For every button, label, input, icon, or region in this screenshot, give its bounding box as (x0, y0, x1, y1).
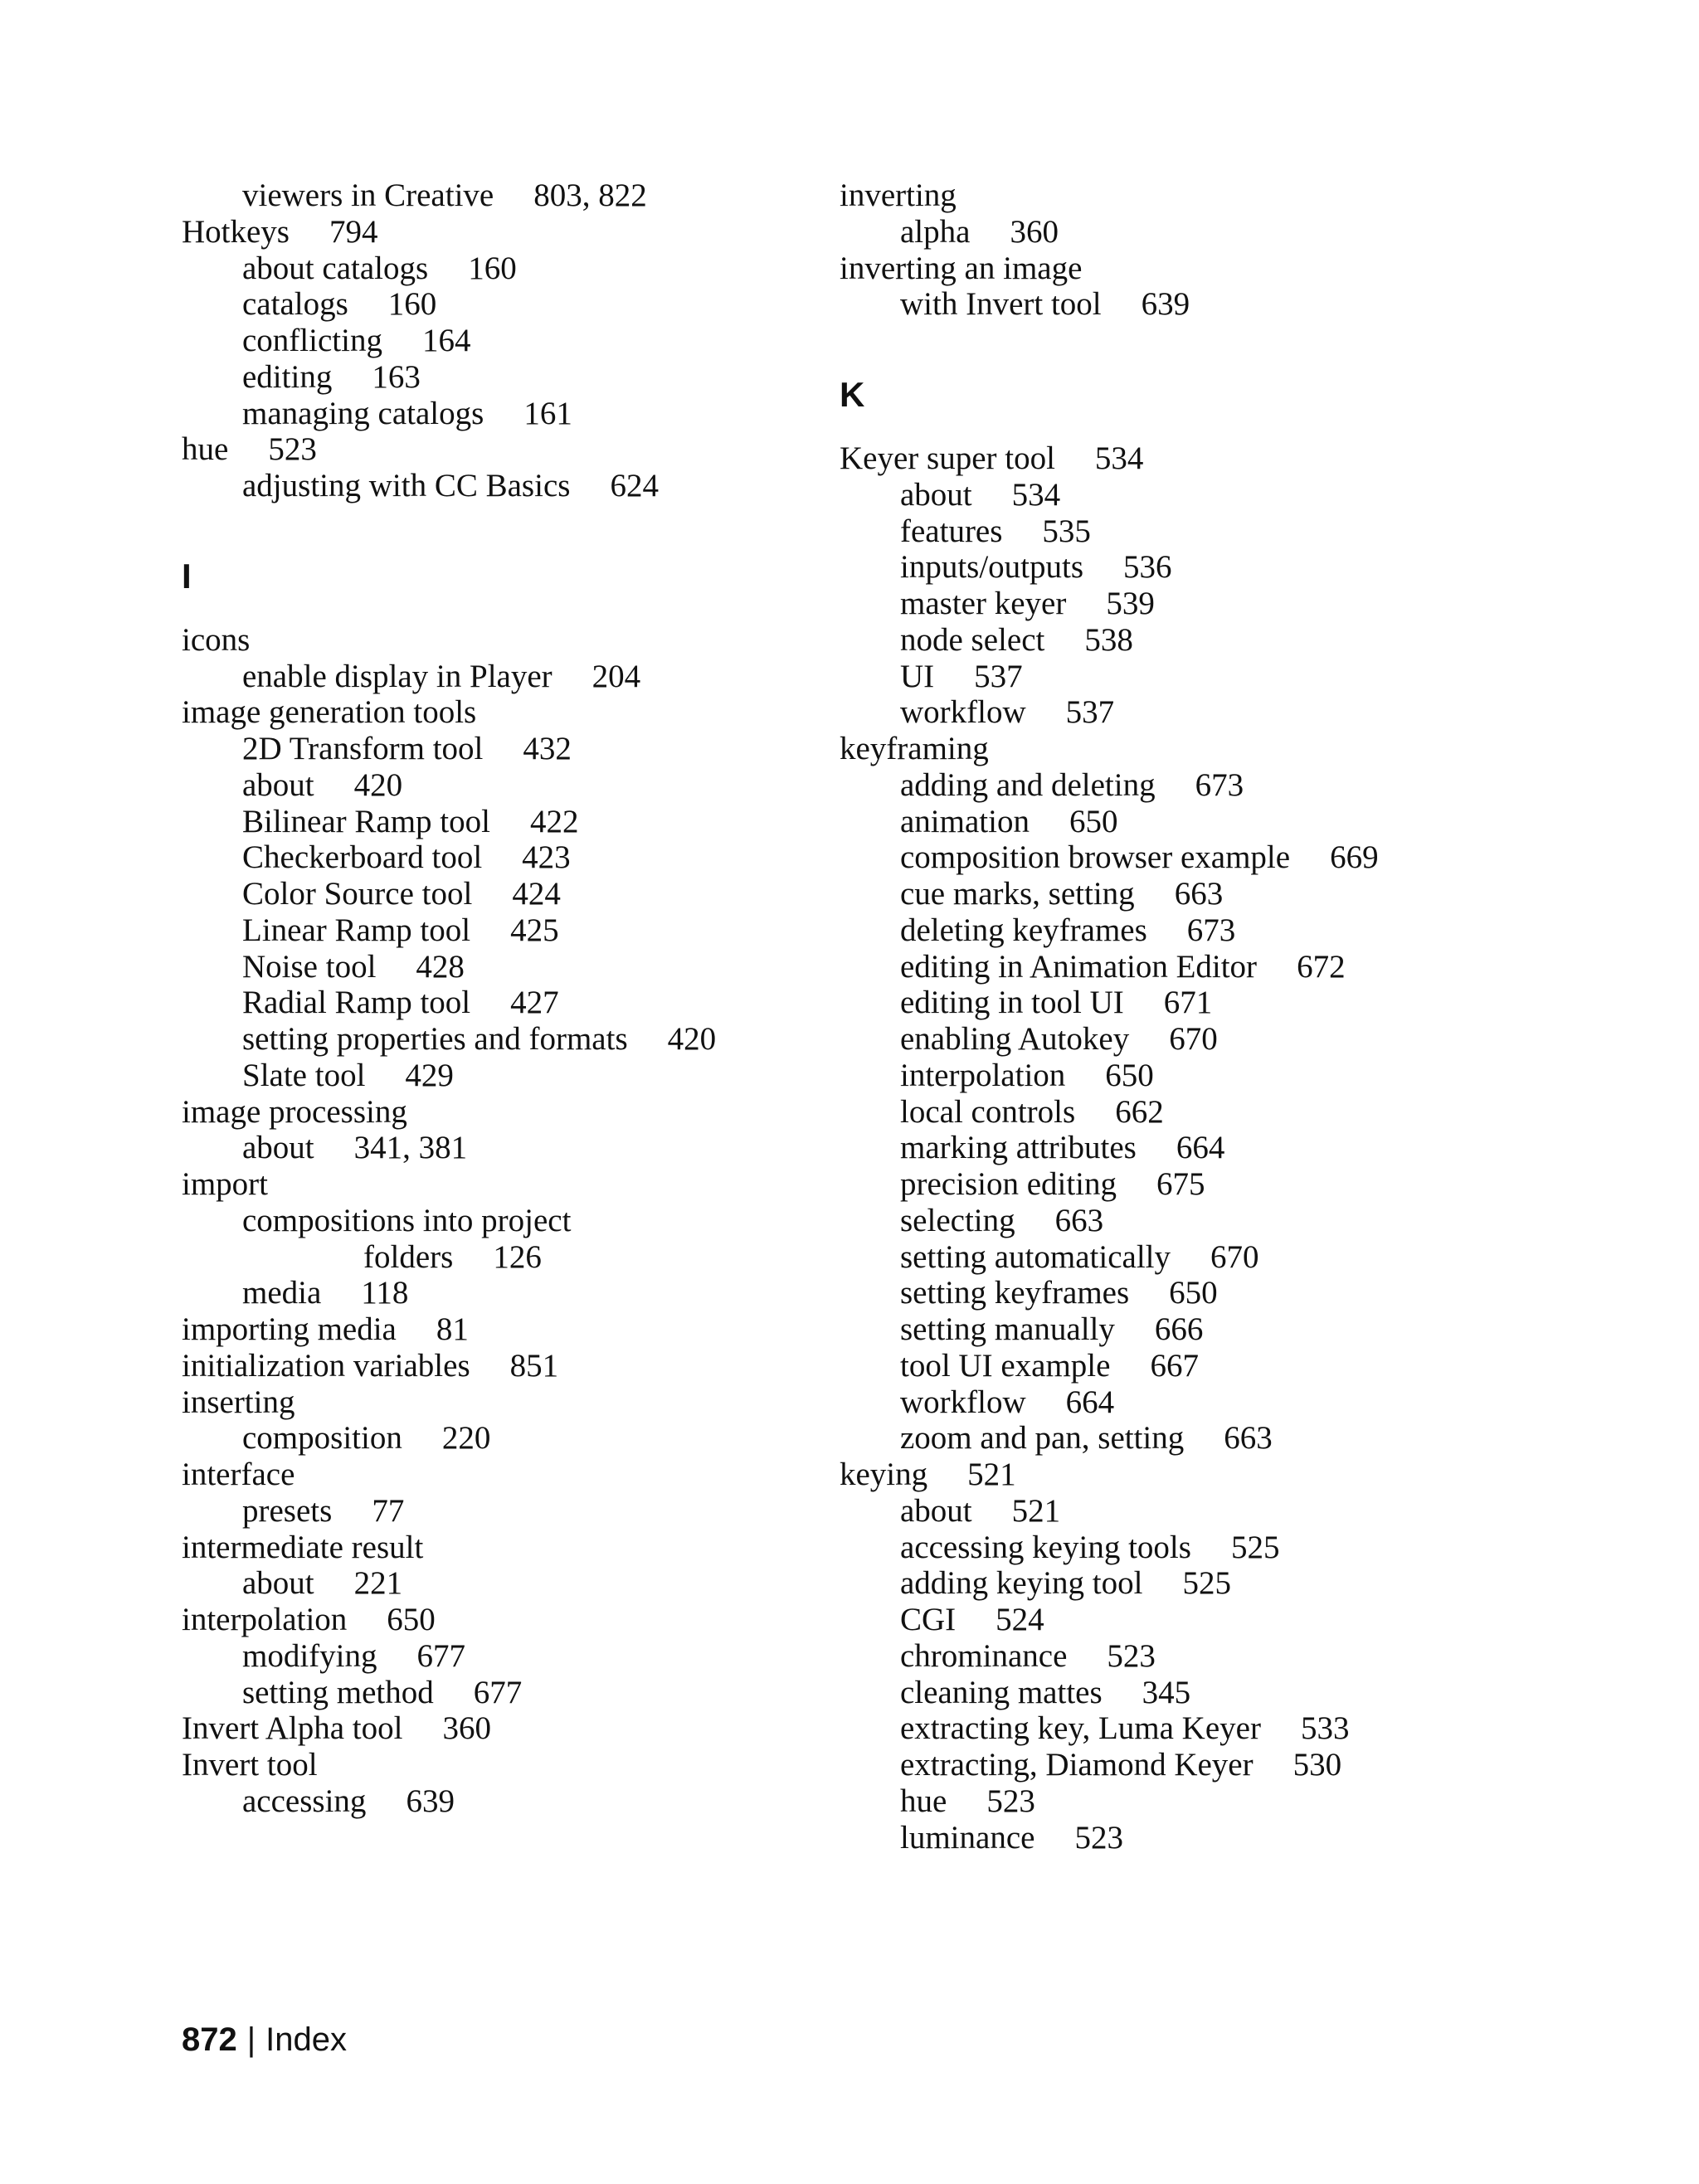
index-term: interpolation (182, 1602, 348, 1637)
section-spacer (840, 323, 1487, 377)
index-page-refs: 523 (986, 1783, 1035, 1819)
index-page-refs: 161 (523, 395, 572, 431)
index-entry (182, 431, 829, 468)
index-subentry (840, 1820, 1487, 1856)
index-page-refs: 650 (1105, 1057, 1154, 1093)
index-term: CGI (900, 1602, 957, 1637)
index-subentry (182, 804, 829, 840)
index-term: about (242, 1130, 314, 1166)
index-subentry (182, 1420, 829, 1457)
index-term: Noise tool (242, 948, 377, 985)
index-section-letter: I (182, 556, 192, 596)
index-page-refs: 673 (1195, 766, 1244, 803)
index-term: 2D Transform tool (242, 731, 484, 766)
index-term: chrominance (900, 1637, 1068, 1674)
index-entry (182, 1384, 829, 1421)
index-term: media (242, 1275, 322, 1311)
index-term: Invert tool (182, 1747, 318, 1783)
index-term: Invert Alpha tool (182, 1710, 403, 1747)
index-subentry (840, 949, 1487, 985)
index-subentry (182, 1130, 829, 1166)
index-term: presets (242, 1492, 333, 1529)
index-term: adding keying tool (900, 1565, 1143, 1602)
page-number: 872 (182, 2021, 237, 2058)
index-page-refs: 639 (406, 1783, 455, 1819)
index-section-letter: K (840, 375, 865, 414)
index-page-refs: 650 (387, 1602, 436, 1637)
index-subentry (182, 1021, 829, 1058)
index-entry (840, 1457, 1487, 1493)
index-term: Checkerboard tool (242, 839, 483, 876)
index-subentry (840, 1166, 1487, 1203)
index-term: about (242, 766, 314, 803)
index-subentry (182, 839, 829, 876)
index-page-refs: 118 (361, 1275, 409, 1311)
index-term: catalogs (242, 286, 348, 323)
index-column-right (840, 178, 1487, 1856)
index-page-refs: 525 (1230, 1529, 1280, 1565)
index-page-refs: 521 (967, 1457, 1016, 1492)
index-term: setting manually (900, 1311, 1115, 1347)
index-subentry (840, 1311, 1487, 1348)
index-page-refs: 427 (510, 985, 559, 1021)
index-page-refs: 662 (1115, 1093, 1164, 1130)
index-term: enabling Autokey (900, 1021, 1130, 1057)
index-entry (840, 440, 1487, 477)
index-page-refs: 664 (1065, 1384, 1115, 1420)
index-term: alpha (900, 213, 971, 250)
index-page-refs: 663 (1054, 1202, 1104, 1238)
index-subentry (182, 468, 829, 504)
index-term: editing in Animation Editor (900, 948, 1258, 985)
index-subentry (840, 1602, 1487, 1638)
index-page-refs: 423 (522, 839, 571, 876)
index-subentry (182, 359, 829, 396)
index-page-refs: 81 (436, 1311, 469, 1347)
index-page-refs: 534 (1094, 440, 1144, 476)
index-term: inserting (182, 1384, 295, 1420)
index-term: importing media (182, 1311, 397, 1347)
index-entry (182, 214, 829, 251)
index-term: composition (242, 1420, 402, 1457)
index-subentry (182, 1565, 829, 1602)
index-subentry (182, 876, 829, 912)
index-subentry (840, 694, 1487, 731)
index-term: hue (900, 1783, 947, 1819)
index-term: initialization variables (182, 1347, 470, 1384)
index-page-refs: 663 (1174, 876, 1224, 912)
section-spacer (182, 595, 829, 622)
index-term: inverting (840, 178, 957, 213)
index-subentry (840, 1275, 1487, 1311)
index-term: workflow (900, 694, 1026, 731)
index-subentry (840, 1530, 1487, 1566)
index-term: animation (900, 803, 1030, 839)
index-subentry (182, 767, 829, 804)
index-page-refs: 126 (493, 1238, 542, 1275)
index-column-left (182, 178, 829, 1820)
index-term: setting automatically (900, 1238, 1171, 1275)
index-subentry (182, 659, 829, 695)
index-page-refs: 221 (353, 1565, 403, 1602)
index-subentry (840, 1565, 1487, 1602)
index-subentry (840, 804, 1487, 840)
index-page-refs: 429 (405, 1057, 454, 1093)
index-page-refs: 624 (610, 468, 659, 503)
index-page-refs: 77 (372, 1492, 405, 1529)
index-page-refs: 533 (1300, 1710, 1350, 1747)
index-entry (182, 1602, 829, 1638)
index-term: cleaning mattes (900, 1674, 1103, 1710)
index-term: UI (900, 658, 935, 694)
index-page-refs: 650 (1169, 1275, 1218, 1311)
index-subentry (840, 1021, 1487, 1058)
index-subentry (182, 1783, 829, 1820)
index-subentry (840, 1130, 1487, 1166)
index-term: interpolation (900, 1057, 1066, 1093)
index-subentry (840, 912, 1487, 949)
section-spacer (840, 413, 1487, 440)
index-page-refs: 163 (372, 358, 421, 395)
index-subentry (182, 1675, 829, 1711)
index-term: zoom and pan, setting (900, 1420, 1185, 1457)
index-page-refs: 803, 822 (533, 178, 647, 213)
index-term: Linear Ramp tool (242, 912, 471, 948)
index-term: Slate tool (242, 1057, 366, 1093)
index-page-refs: 664 (1176, 1130, 1225, 1166)
index-subentry (182, 396, 829, 432)
index-page-refs: 425 (510, 912, 559, 948)
index-subentry (182, 731, 829, 767)
index-term: accessing (242, 1783, 367, 1819)
index-subentry (182, 1239, 829, 1276)
index-page-refs: 794 (329, 213, 378, 250)
index-entry (182, 1710, 829, 1747)
index-term: Bilinear Ramp tool (242, 803, 490, 839)
index-subentry (182, 323, 829, 359)
index-page-refs: 523 (1074, 1819, 1123, 1856)
index-term: Hotkeys (182, 213, 290, 250)
page-footer (182, 2019, 347, 2060)
index-page-refs: 669 (1330, 839, 1379, 876)
index-page-refs: 525 (1182, 1565, 1231, 1602)
index-page-refs: 535 (1042, 513, 1091, 549)
index-term: adjusting with CC Basics (242, 468, 571, 503)
index-subentry (840, 622, 1487, 659)
index-term: precision editing (900, 1166, 1117, 1202)
index-page-refs: 420 (353, 766, 403, 803)
index-page-refs: 675 (1156, 1166, 1205, 1202)
index-page-refs: 666 (1154, 1311, 1204, 1347)
index-page-refs: 360 (442, 1710, 491, 1747)
index-page-refs: 160 (387, 286, 437, 323)
index-term: enable display in Player (242, 658, 553, 694)
index-subentry (182, 912, 829, 949)
index-term: Radial Ramp tool (242, 985, 471, 1021)
index-term: editing (242, 358, 333, 395)
index-term: keyframing (840, 731, 989, 766)
index-term: selecting (900, 1202, 1015, 1238)
index-term: node select (900, 621, 1045, 658)
index-term: features (900, 513, 1003, 549)
index-term: import (182, 1166, 268, 1202)
index-page-refs: 538 (1084, 621, 1133, 658)
index-subentry (840, 1384, 1487, 1421)
index-subentry (840, 1638, 1487, 1675)
index-entry (182, 694, 829, 731)
index-subentry (182, 286, 829, 323)
index-subentry (840, 1239, 1487, 1276)
index-page-refs: 164 (421, 323, 471, 358)
index-page-refs: 671 (1163, 985, 1213, 1021)
index-subentry (840, 1493, 1487, 1530)
index-term: extracting key, Luma Keyer (900, 1710, 1261, 1747)
index-page-refs: 432 (523, 731, 572, 766)
index-term: about (242, 1565, 314, 1602)
index-subentry (182, 1638, 829, 1675)
index-term: hue (182, 431, 229, 468)
index-term: conflicting (242, 323, 382, 358)
index-page-refs: 536 (1123, 549, 1172, 586)
index-page-refs: 677 (473, 1674, 523, 1710)
index-entry (840, 178, 1487, 214)
index-subentry (182, 949, 829, 985)
index-term: modifying (242, 1637, 377, 1674)
index-term: deleting keyframes (900, 912, 1147, 948)
index-term: composition browser example (900, 839, 1291, 876)
index-page-refs: 537 (974, 658, 1023, 694)
index-page-refs: 677 (416, 1637, 465, 1674)
index-entry (182, 1348, 829, 1384)
index-subentry (840, 1675, 1487, 1711)
index-page-refs: 670 (1210, 1238, 1259, 1275)
index-subentry (840, 1348, 1487, 1384)
index-term: with Invert tool (900, 286, 1102, 323)
index-page-refs: 420 (667, 1021, 717, 1057)
footer-separator: | (246, 2021, 256, 2058)
index-subentry (182, 178, 829, 214)
index-page-refs: 639 (1141, 286, 1190, 323)
index-subentry (182, 1203, 829, 1239)
index-page-refs: 539 (1106, 586, 1155, 621)
index-subentry (840, 985, 1487, 1021)
index-page-refs: 650 (1069, 803, 1118, 839)
index-subentry (840, 1058, 1487, 1094)
index-subentry (840, 767, 1487, 804)
index-subentry (182, 1493, 829, 1530)
index-page-refs: 523 (268, 431, 317, 468)
index-term: setting method (242, 1674, 434, 1710)
index-term: about (900, 476, 972, 513)
index-subentry (840, 549, 1487, 586)
index-subentry (840, 586, 1487, 622)
index-page-refs: 673 (1186, 912, 1236, 948)
index-term: icons (182, 621, 251, 658)
index-subentry (182, 985, 829, 1021)
footer-section-title: Index (265, 2021, 347, 2058)
index-subentry (182, 251, 829, 287)
index-subentry (182, 1275, 829, 1311)
index-term: workflow (900, 1384, 1026, 1420)
index-page-refs: 220 (441, 1420, 491, 1457)
index-term: image processing (182, 1093, 407, 1130)
index-term: cue marks, setting (900, 876, 1135, 912)
index-term: managing catalogs (242, 395, 484, 431)
index-page-refs: 424 (512, 876, 561, 912)
index-term: folders (363, 1238, 454, 1275)
index-term: extracting, Diamond Keyer (900, 1747, 1254, 1783)
index-term: local controls (900, 1093, 1076, 1130)
index-page-refs: 672 (1297, 948, 1346, 985)
index-term: Color Source tool (242, 876, 473, 912)
index-term: image generation tools (182, 694, 477, 731)
index-term: setting keyframes (900, 1275, 1130, 1311)
index-term: about (900, 1492, 972, 1529)
index-page-refs: 667 (1150, 1347, 1199, 1384)
index-page-refs: 524 (996, 1602, 1044, 1637)
index-entry (182, 1166, 829, 1203)
index-term: editing in tool UI (900, 985, 1124, 1021)
index-term: intermediate result (182, 1529, 424, 1565)
index-page-refs: 521 (1011, 1492, 1061, 1529)
index-subentry (840, 876, 1487, 912)
index-page-refs: 851 (509, 1347, 559, 1384)
index-page-refs: 523 (1107, 1637, 1156, 1674)
index-entry (182, 1094, 829, 1131)
index-term: inverting an image (840, 250, 1083, 286)
index-subentry (840, 839, 1487, 876)
index-page-refs: 160 (468, 250, 517, 286)
index-entry (182, 622, 829, 659)
index-page-refs: 345 (1142, 1674, 1191, 1710)
index-subentry (182, 1058, 829, 1094)
index-page-refs: 530 (1293, 1747, 1342, 1783)
index-subentry (840, 1783, 1487, 1820)
section-spacer (182, 504, 829, 558)
index-page-refs: 428 (416, 948, 465, 985)
index-entry (182, 1457, 829, 1493)
index-subentry (840, 659, 1487, 695)
index-term: adding and deleting (900, 766, 1156, 803)
index-term: viewers in Creative (242, 178, 494, 213)
index-term: compositions into project (242, 1202, 572, 1238)
index-page-refs: 537 (1065, 694, 1115, 731)
index-term: luminance (900, 1819, 1035, 1856)
index-page-refs: 422 (529, 803, 579, 839)
index-entry (182, 1530, 829, 1566)
index-page-refs: 663 (1224, 1420, 1273, 1457)
index-entry (182, 1311, 829, 1348)
index-term: tool UI example (900, 1347, 1111, 1384)
index-page-refs: 341, 381 (353, 1130, 468, 1166)
index-term: setting properties and formats (242, 1021, 628, 1057)
index-term: Keyer super tool (840, 440, 1055, 476)
index-subentry (840, 1710, 1487, 1747)
index-subentry (840, 1203, 1487, 1239)
index-term: keying (840, 1457, 928, 1492)
index-subentry (840, 286, 1487, 323)
index-term: master keyer (900, 586, 1067, 621)
index-subentry (840, 1420, 1487, 1457)
index-subentry (840, 477, 1487, 513)
index-term: marking attributes (900, 1130, 1137, 1166)
index-term: about catalogs (242, 250, 429, 286)
index-subentry (840, 214, 1487, 251)
index-term: accessing keying tools (900, 1529, 1191, 1565)
index-page-refs: 670 (1169, 1021, 1218, 1057)
index-entry (840, 731, 1487, 767)
index-subentry (840, 1747, 1487, 1783)
index-entry (182, 1747, 829, 1783)
index-term: interface (182, 1457, 295, 1492)
index-term: inputs/outputs (900, 549, 1084, 586)
index-entry (840, 251, 1487, 287)
index-subentry (840, 513, 1487, 550)
index-page-refs: 534 (1011, 476, 1061, 513)
index-subentry (840, 1094, 1487, 1131)
index-page-refs: 360 (1010, 213, 1059, 250)
index-page-refs: 204 (591, 658, 641, 694)
